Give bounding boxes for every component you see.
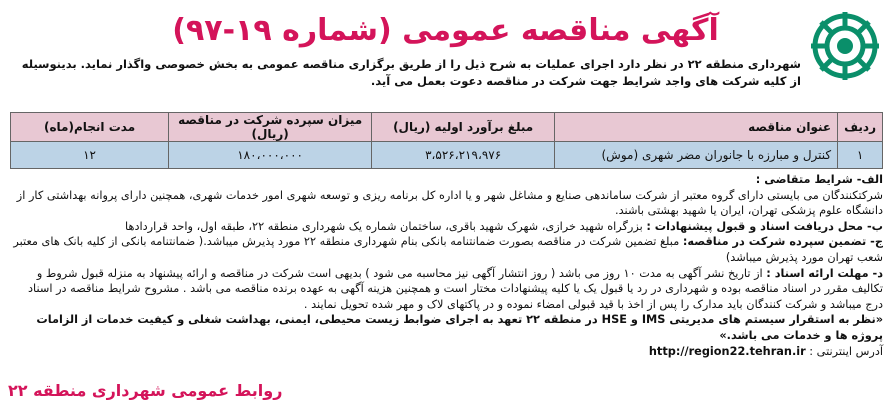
section-b-text: بزرگراه شهید خرازی، شهرک شهید باقری، ساختمان شماره یک شهرداری منطقه ۲۲، طبقه اول، واحد قراردادها — [125, 219, 643, 233]
website-link[interactable]: http://region22.tehran.ir — [648, 344, 806, 358]
section-d-heading: د- مهلت ارائه اسناد : — [766, 266, 883, 280]
section-c — [8, 234, 883, 265]
notice-intro: شهرداری منطقه ۲۲ در نظر دارد اجرای عملیات به شرح ذیل را از طریق برگزاری مناقصه عمومی به بخش خصوصی واگذار نماید. بدینوسیله از کلیه شرکت های واجد شرایط جهت شرکت در مناقصه دعوت بعمل می آید. — [21, 57, 801, 88]
notice-title: آگهی مناقصه عمومی (شماره ۱۹-۹۷) — [172, 13, 719, 48]
section-b-heading: ب- محل دریافت اسناد و قبول پیشنهادات : — [646, 219, 883, 233]
conditions-body — [8, 172, 883, 359]
header-num: ردیف — [838, 113, 883, 142]
section-b — [8, 219, 883, 235]
row-amount: ۳،۵۲۶،۲۱۹،۹۷۶ — [372, 142, 555, 169]
row-deposit: ۱۸۰،۰۰۰،۰۰۰ — [169, 142, 372, 169]
section-c-text: مبلغ تضمین شرکت در مناقصه بصورت ضمانتنامه بانکی بنام شهرداری منطقه ۲۲ مورد پذیرش میباشد.( ضمانتنامه بانکی از کلیه بانک های معتبر شعب تهران مورد پذیرش میباشد) — [13, 235, 883, 264]
header-duration: مدت انجام(ماه) — [11, 113, 169, 142]
website-line — [8, 344, 883, 360]
public-relations-signature: روابط عمومی شهرداری منطقه ۲۲ — [8, 381, 283, 400]
table-row — [11, 142, 883, 169]
table-header-row — [11, 113, 883, 142]
section-a-text: شرکتکنندگان می بایستی دارای گروه معتبر از شرکت ساماندهی صنایع و مشاغل شهر و یا اداره کل برنامه ریزی و توسعه شهری امور خدمات شهری، همچنین دارای پروانه بهداشتی کار از دانشگاه علوم پزشکی تهران، ایران یا شهید بهشتی باشند. — [16, 188, 883, 218]
header-amount: مبلغ برآورد اولیه (ریال) — [372, 113, 555, 142]
tender-table — [10, 112, 883, 169]
hse-note: «نظر به استقرار سیستم های مدیریتی IMS و HSE در منطقه ۲۲ تعهد به اجرای ضوابط زیست محیطی، ایمنی، بهداشت شغلی و کیفیت خدمات از الزامات پروژه ها و خدمات می باشد.» — [36, 313, 883, 342]
section-a-heading: الف- شرایط متقاضی : — [755, 173, 883, 186]
section-c-heading: ج- تضمین سپرده شرکت در مناقصه: — [682, 235, 883, 249]
municipality-logo-icon — [805, 6, 885, 86]
row-title: کنترل و مبارزه با جانوران مضر شهری (موش) — [555, 142, 838, 169]
header-title: عنوان مناقصه — [555, 113, 838, 142]
section-d — [8, 266, 883, 313]
row-duration: ۱۲ — [11, 142, 169, 169]
row-num: ۱ — [838, 142, 883, 169]
header-deposit: میزان سپرده شرکت در مناقصه (ریال) — [169, 113, 372, 142]
website-label: آدرس اینترنتی : — [809, 344, 883, 358]
section-d-text: از تاریخ نشر آگهی به مدت ۱۰ روز می باشد ( روز انتشار آگهی نیز محاسبه می شود ) بدیهی است شرکت در مناقصه و ارائه پیشنهاد به منزله قبول شروط و تکالیف مقرر در اسناد مناقصه بوده و شهرداری در رد یا قبول یک یا کلیه پیشنهادات مختار است و همچنین هزینه آگهی به عهده برنده مناقصه می باشد . مشروح شرایط مناقصه در اسناد درج میباشد و شرکت کنندگان باید مدارک را پس از اخذ با قید قبولی امضاء نموده و در پاکتهای لاک و مهر شده تحویل نمایند . — [28, 266, 883, 311]
